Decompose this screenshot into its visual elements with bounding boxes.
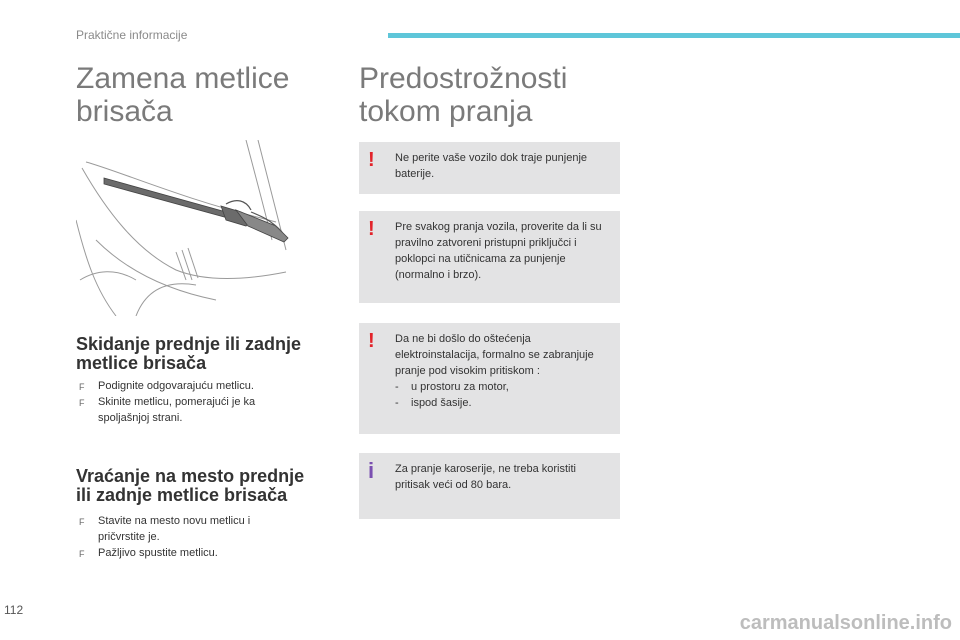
header-accent-bar [388,33,960,38]
info-i-icon: i [368,458,375,483]
warning-note-high-pressure [359,323,620,434]
list-item [395,395,612,411]
note-text: Da ne bi došlo do oštećenja elektroinstalacija, formalno se zabranjuje pranje pod visokim pritiskom : [395,333,594,377]
step-marker: F [79,517,85,527]
note-text: Pre svakog pranja vozila, proverite da li su pravilno zatvoreni pristupni priključci i poklopci na utičnicama za punjenje (normalno i brzo). [395,221,602,281]
page-number: 112 [4,603,24,617]
refit-heading [76,467,346,505]
step-text: Skinite metlicu, pomerajući je ka spoljašnjoj strani. [98,396,256,424]
info-note-body-pressure [359,453,620,519]
step-marker: F [79,398,85,408]
list-item [395,379,612,395]
step-text: Podignite odgovarajuću metlicu. [98,380,254,392]
title-line: Zamena metlice [76,62,290,95]
removal-steps [76,378,296,426]
wiper-blade-illustration [76,140,296,316]
warning-exclamation-icon: ! [368,149,375,171]
washing-precautions-title [359,62,629,128]
list-item [76,394,296,426]
watermark: carmanualsonline.info [739,612,952,634]
item-text: u prostoru za motor, [411,381,509,393]
step-text: Stavite na mesto novu metlicu i pričvrstite je. [98,515,251,543]
title-line: tokom pranja [359,95,533,128]
note-text-block [395,331,612,411]
item-text: ispod šasije. [411,397,472,409]
list-item [76,545,296,561]
heading-line: ili zadnje metlice brisača [76,485,288,505]
dash-marker: - [395,397,399,409]
note-text: Ne perite vaše vozilo dok traje punjenje baterije. [395,152,588,180]
refit-steps [76,513,296,561]
title-line: Predostrožnosti [359,62,568,95]
heading-line: Vraćanje na mesto prednje [76,466,305,486]
warning-note-sockets [359,211,620,303]
heading-line: Skidanje prednje ili zadnje [76,334,302,354]
removal-heading [76,335,346,373]
header-section-label: Praktične informacije [76,28,188,42]
warning-note-charging [359,142,620,194]
warning-exclamation-icon: ! [368,330,375,352]
list-item [76,513,296,545]
dash-marker: - [395,381,399,393]
heading-line: metlice brisača [76,353,207,373]
step-text: Pažljivo spustite metlicu. [98,547,218,559]
step-marker: F [79,382,85,392]
wiper-replacement-title [76,62,346,128]
title-line: brisača [76,95,173,128]
note-text: Za pranje karoserije, ne treba koristiti pritisak veći od 80 bara. [395,463,576,491]
step-marker: F [79,549,85,559]
list-item [76,378,296,394]
warning-exclamation-icon: ! [368,218,375,240]
